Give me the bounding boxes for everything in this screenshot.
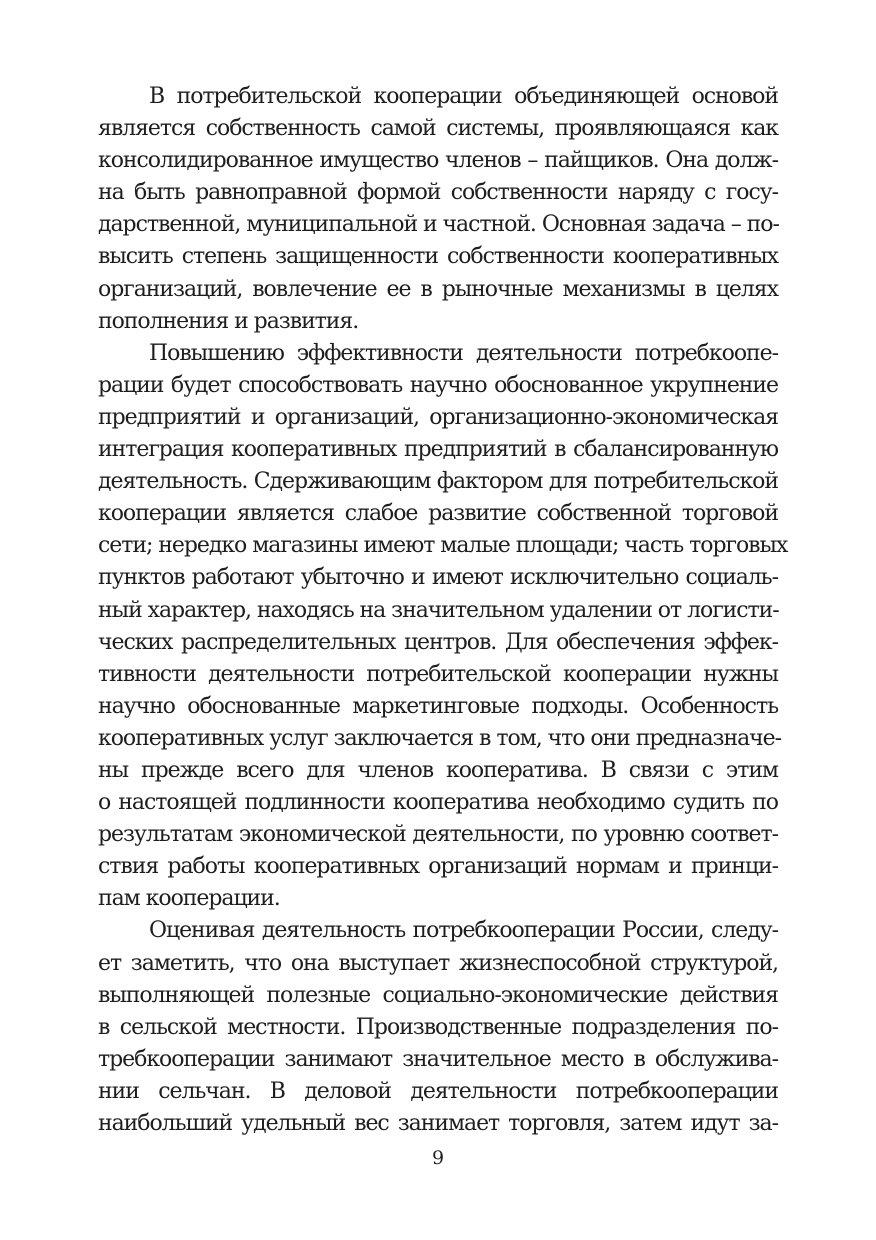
text-line: консолидированное имущество членов – пайщиков. Она долж-	[98, 148, 778, 174]
text-line: наибольший удельный вес занимает торговля, затем идут за-	[98, 1111, 778, 1136]
text-line: о настоящей подлинности кооператива необходимо судить по	[98, 790, 778, 816]
text-line: дарственной, муниципальной и частной. Основная задача – по-	[98, 212, 779, 238]
text-line: деятельность. Сдерживающим фактором для потребительской	[98, 469, 778, 495]
text-line: пополнения и развития.	[98, 308, 359, 334]
text-line: ны прежде всего для членов кооператива. В связи с этим	[98, 757, 778, 783]
text-line: требкооперации занимают значительное место в обслужива-	[98, 1046, 778, 1072]
text-line: пунктов работают убыточно и имеют исключительно социаль-	[98, 565, 778, 591]
text-line: тивности деятельности потребительской кооперации нужны	[98, 661, 778, 687]
text-line: высить степень защищенности собственности кооперативных	[98, 244, 778, 270]
text-line: научно обоснованные маркетинговые подходы. Особенность	[98, 693, 778, 719]
text-line: интеграция кооперативных предприятий в сбалансированную	[98, 437, 778, 463]
text-line: в сельской местности. Производственные подразделения по-	[98, 1014, 778, 1040]
text-line: Оценивая деятельность потребкооперации России, следу-	[149, 918, 778, 944]
text-line: нии сельчан. В деловой деятельности потребкооперации	[98, 1078, 778, 1104]
text-line: Повышению эффективности деятельности потребкоопе-	[149, 340, 778, 366]
text-line: рации будет способствовать научно обоснованное укрупнение	[98, 372, 778, 398]
text-line: является собственность самой системы, проявляющаяся как	[98, 116, 778, 142]
text-line: ствия работы кооперативных организаций нормам и принци-	[98, 854, 778, 880]
text-line: ческих распределительных центров. Для обеспечения эффек-	[98, 629, 778, 655]
body-text	[98, 81, 788, 1140]
text-line: результатам экономической деятельности, по уровню соответ-	[98, 822, 778, 848]
text-line: предприятий и организаций, организационно-экономическая	[98, 404, 778, 430]
text-line: В потребительской кооперации объединяющей основой	[149, 84, 778, 109]
text-line: ный характер, находясь на значительном удалении от логисти-	[98, 597, 779, 623]
text-line: ет заметить, что она выступает жизнеспособной структурой,	[98, 950, 778, 976]
text-line: кооперативных услуг заключается в том, что они предназначе-	[98, 725, 781, 751]
text-line: сети; нередко магазины имеют малые площади; часть торговых	[98, 533, 788, 559]
text-line: организаций, вовлечение ее в рыночные механизмы в целях	[98, 276, 778, 302]
text-line: на быть равноправной формой собственности наряду с госу-	[98, 180, 778, 206]
text-line: пам кооперации.	[98, 886, 280, 912]
text-line: кооперации является слабое развитие собственной торговой	[98, 501, 778, 527]
page-number: 9	[431, 1147, 445, 1169]
text-line: выполняющей полезные социально-экономические действия	[98, 982, 778, 1008]
